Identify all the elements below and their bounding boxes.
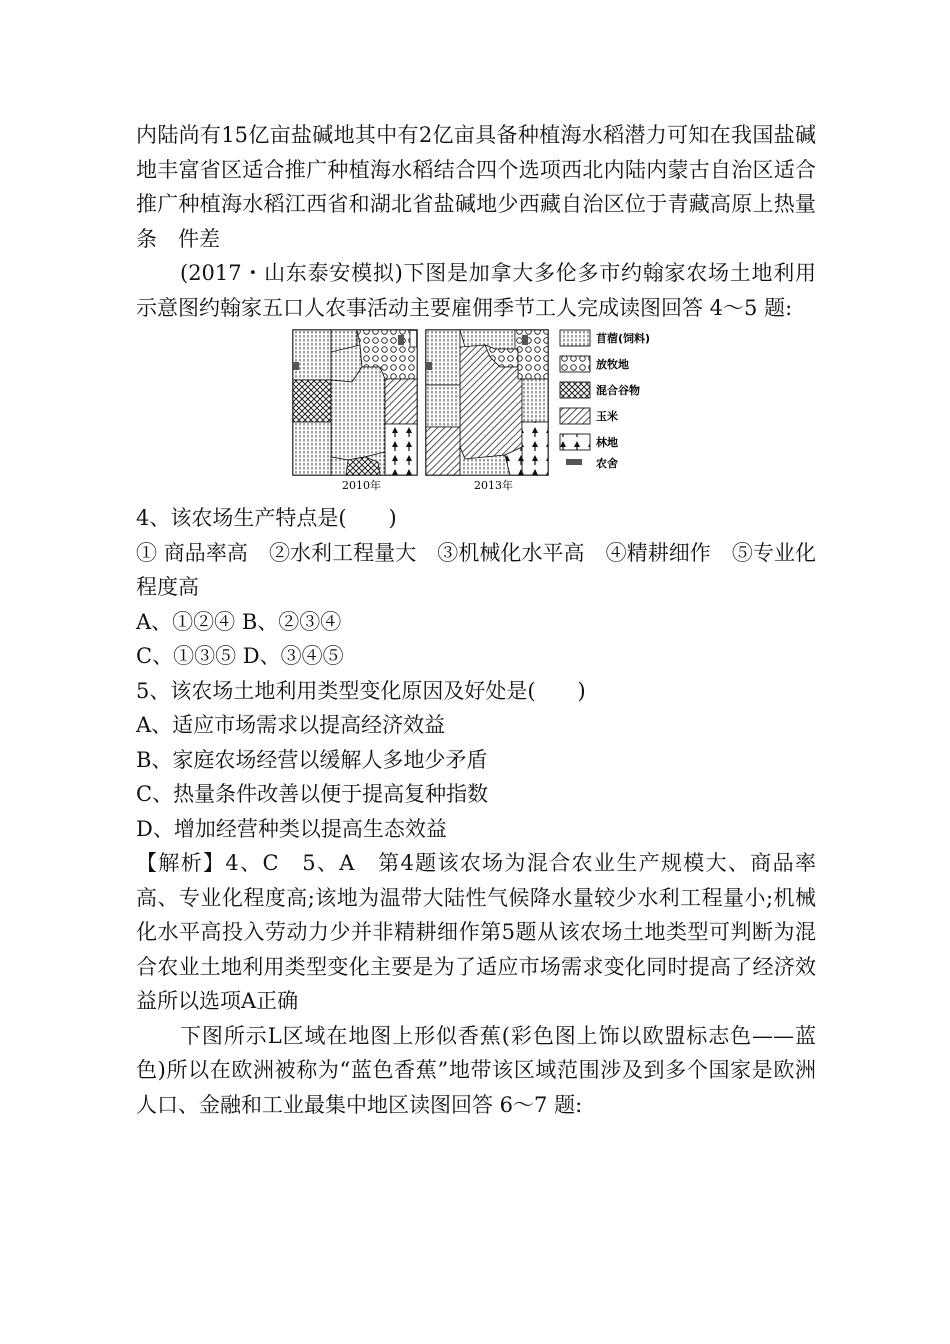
legend-label-grain: 混合谷物 [596,384,640,397]
q4-choice-cd: C、①③⑤ D、③④⑤ [136,644,344,668]
legend-label-forest: 林地 [596,436,618,449]
legend-label-pasture: 放牧地 [596,358,629,371]
q5-option-b: B、家庭农场经营以缓解人多地少矛盾 [136,747,488,772]
map-2013 [426,330,548,492]
paragraph-continued: 内陆尚有15亿亩盐碱地其中有2亿亩具备种植海水稻潜力可知在我国盐碱地丰富省区适合推广种植海水稻结合四个选项西北内陆内蒙古自治区适合推广种植海水稻江西省和湖北省盐碱地少西藏自治区位于青藏高原上热量条 件差 [136,123,816,251]
analysis-paragraph [136,846,816,1019]
paragraph-intro-q6-7: 下图所示L区域在地图上形似香蕉(彩色图上饰以欧盟标志色——蓝色)所以在欧洲被称为“蓝色香蕉”地带该区域范围涉及到多个国家是欧洲人口、金融和工业最集中地区读图回答 6～7 题: [136,1023,816,1117]
q4-choice-ab: A、①②④ B、②③④ [136,609,342,634]
legend-label-corn: 玉米 [596,410,618,423]
farm-map-svg [290,327,670,497]
legend-swatch-grain [560,382,590,398]
q4-options: ① 商品率高 ②水利工程量大 ③机械化水平高 ④精耕细作 ⑤专业化程度高 [136,540,816,599]
q5-option-d: D、增加经营种类以提高生态效益 [136,816,447,841]
legend [560,330,650,470]
legend-label-house: 农舍 [596,457,618,470]
legend-swatch-corn [560,408,590,424]
map-2010 [293,330,417,492]
q5-option-a: A、适应市场需求以提高经济效益 [136,713,446,737]
analysis-text: 4、C 5、A 第4题该农场为混合农业生产规模大、商品率高、专业化程度高;该地为温带大陆性气候降水量较少水利工程量小;机械化水平高投入劳动力少并非精耕细作第5题从该农场土地类型可判断为混合农业土地利用类型变化主要是为了适应市场需求变化同时提高了经济效益所以选项A正确 [136,851,816,1013]
map-2013-year: 2013年 [474,479,513,492]
map-2010-year: 2010年 [342,479,381,492]
legend-swatch-forest [560,434,590,450]
legend-swatch-pasture [560,356,590,372]
legend-swatch-alfalfa [560,330,590,346]
document-page [136,118,816,1122]
legend-label-alfalfa: 苜蓿(饲料) [596,332,651,345]
analysis-tag: 【解析】 [136,851,226,875]
q5-option-c: C、热量条件改善以便于提高复种指数 [136,782,489,806]
q4-stem: 4、该农场生产特点是( ) [136,506,397,530]
legend-swatch-house [566,459,582,465]
farm-land-use-figure [290,327,670,497]
paragraph-intro-q4-5: (2017・山东泰安模拟)下图是加拿大多伦多市约翰家农场土地利用示意图约翰家五口人农事活动主要雇佣季节工人完成读图回答 4～5 题: [136,261,816,320]
q5-stem: 5、该农场土地利用类型变化原因及好处是( ) [136,678,586,703]
